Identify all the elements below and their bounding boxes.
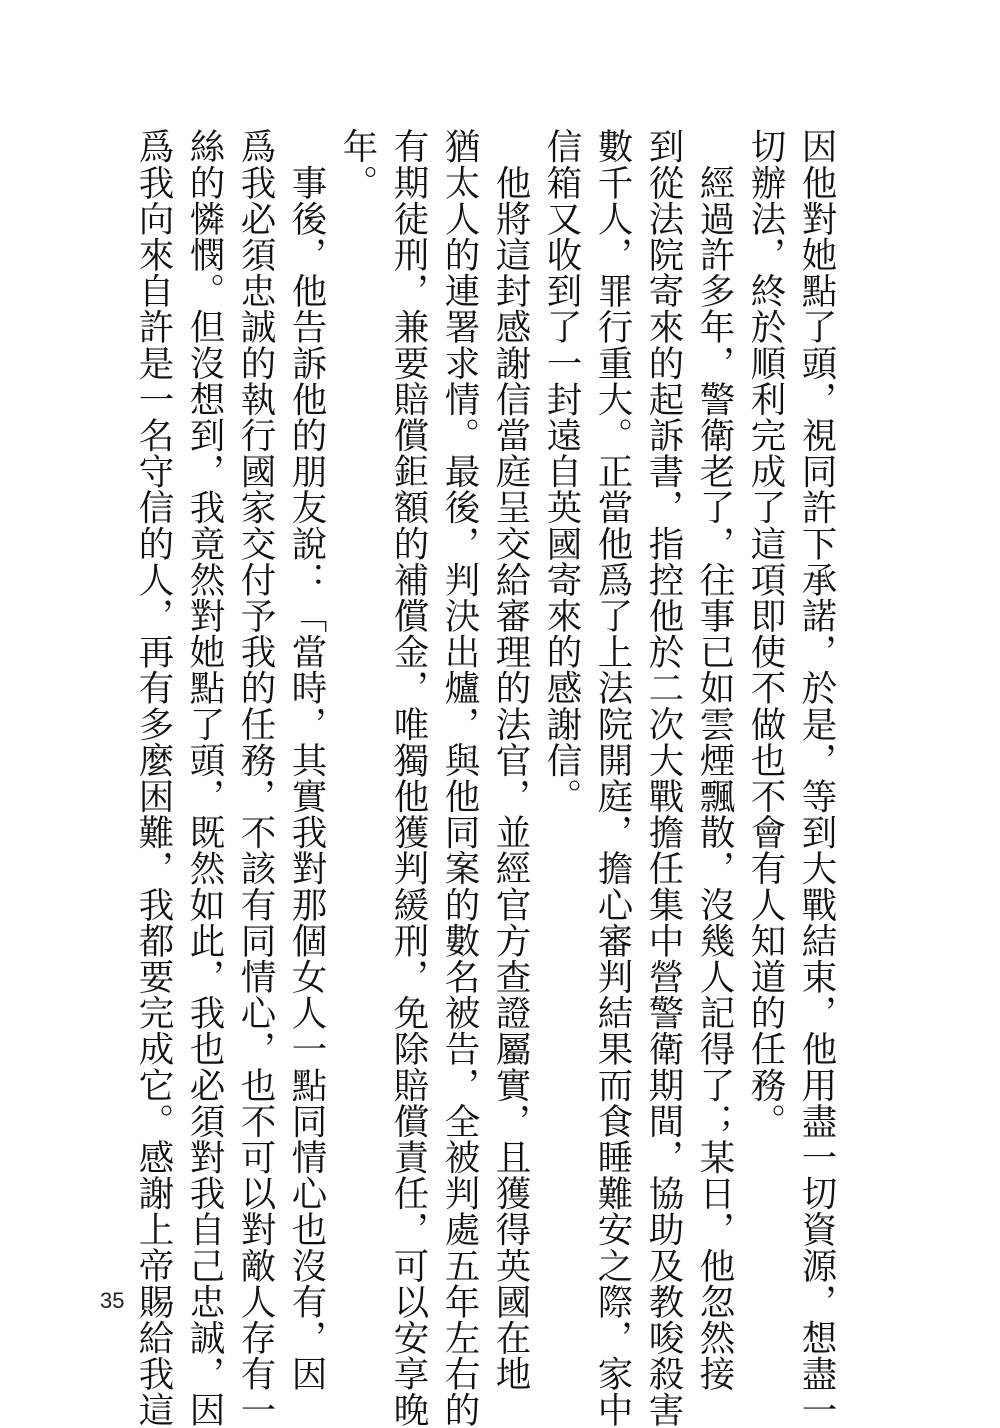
text-line: 絲的憐憫。但沒想到，我竟然對她點了頭，既然如此，我也必須對我自己忠誠，因 — [184, 128, 225, 1428]
text-line: 信箱又收到了一封遠自英國寄來的感謝信。 — [541, 128, 582, 814]
text-line: 到從法院寄來的起訴書，指控他於二次大戰擔任集中營警衛期間，協助及教唆殺害 — [643, 128, 684, 1428]
text-line: 猶太人的連署求情。最後，判決出爐，與他同案的數名被告，全被判處五年左右的 — [439, 128, 480, 1428]
text-line: 經過許多年，警衛老了，往事已如雲煙飄散，沒幾人記得了；某日，他忽然接 — [694, 128, 735, 1392]
text-line: 爲我必須忠誠的執行國家交付予我的任務，不該有同情心，也不可以對敵人存有一 — [235, 128, 276, 1428]
page-number: 35 — [100, 1288, 125, 1313]
text-line: 因他對她點了頭，視同許下承諾，於是，等到大戰結束，他用盡一切資源，想盡一 — [796, 128, 837, 1428]
text-line: 年。 — [337, 128, 378, 201]
text-line: 他將這封感謝信當庭呈交給審理的法官，並經官方查證屬實，且獲得英國在地 — [490, 128, 531, 1392]
text-line: 事後，他告訴他的朋友說：「當時，其實我對那個女人一點同情心也沒有，因 — [286, 128, 327, 1392]
text-line: 數千人，罪行重大。正當他爲了上法院開庭，擔心審判結果而食睡難安之際，家中 — [592, 128, 633, 1428]
text-line: 爲我向來自許是一名守信的人，再有多麼困難，我都要完成它。感謝上帝賜給我這 — [133, 128, 174, 1428]
text-line: 切辦法，終於順利完成了這項即使不做也不會有人知道的任務。 — [745, 128, 786, 1139]
vertical-text-body — [128, 128, 842, 1428]
text-line: 有期徒刑，兼要賠償鉅額的補償金，唯獨他獲判緩刑，免除賠償責任，可以安享晚 — [388, 128, 429, 1428]
